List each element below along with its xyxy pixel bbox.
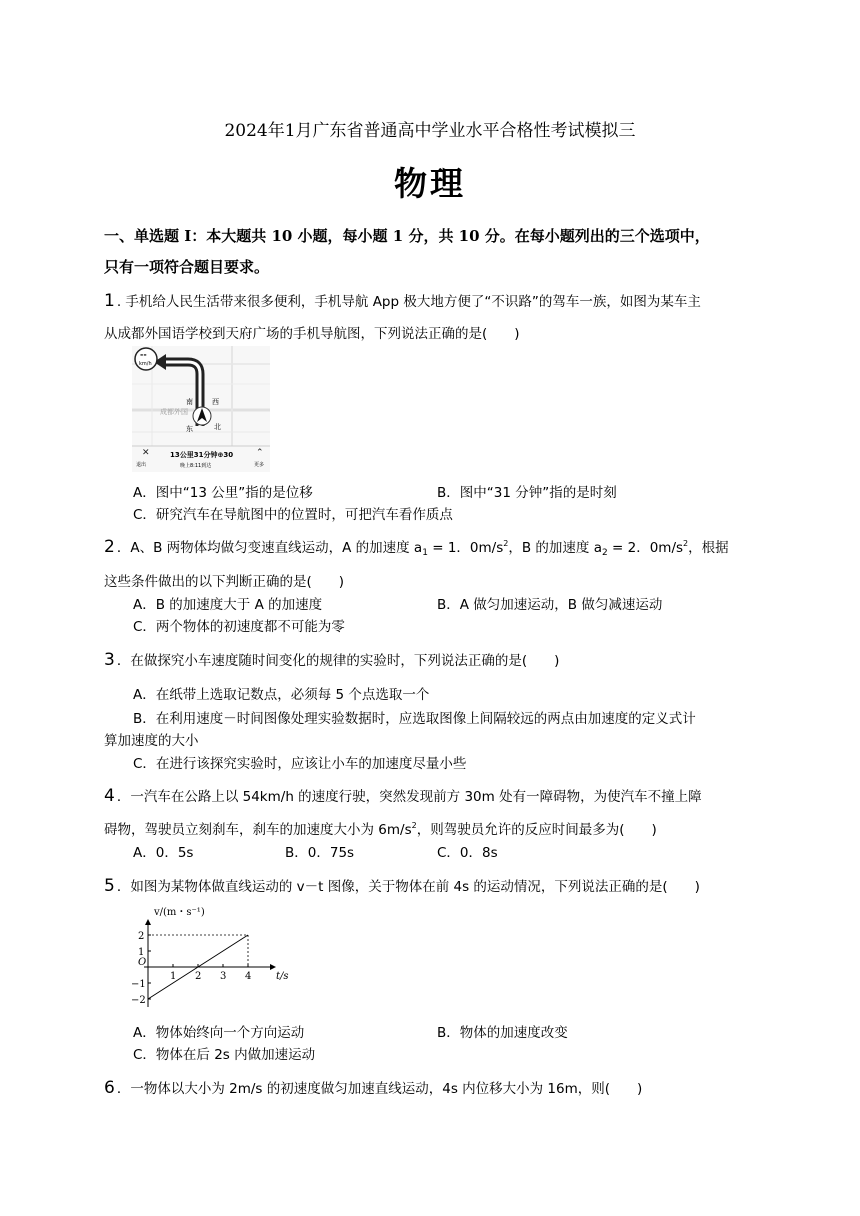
question-2-text-e: ，根据 (688, 540, 729, 556)
question-2-option-c: C．两个物体的初速度都不可能为零 (133, 619, 345, 635)
y-tick-label: 2 (138, 931, 145, 942)
compass-south-label: 南 (186, 398, 193, 406)
section-heading-line1: 一、单选题 I：本大题共 10 小题，每小题 1 分，共 10 分。在每小题列出的三个选项中， (104, 227, 710, 245)
question-1-option-c: C．研究汽车在导航图中的位置时，可把汽车看作质点 (133, 507, 453, 523)
exit-label: 退出 (136, 462, 147, 468)
question-4-option-c: C．0．8s (437, 845, 498, 861)
question-2-sup-2: 2 (683, 539, 689, 548)
y-axis-label: v/(m・s⁻¹) (154, 907, 205, 918)
question-2-sub-1: 1 (422, 548, 428, 558)
exam-title: 物理 (394, 164, 466, 203)
question-3-number: 3 (104, 650, 115, 670)
compass-north-label: 北 (214, 423, 221, 431)
route-summary: 13公里31分钟⊕30 (170, 451, 234, 459)
question-4-text-2b: ，则驾驶员允许的反应时间最多为( ) (416, 822, 657, 838)
compass-east-label: 东 (186, 425, 193, 433)
question-1-text: . 手机给人民生活带来很多便利，手机导航 App 极大地方便了“不识路”的驾车一族，如图为某车主 (116, 294, 701, 310)
x-tick-label: 1 (170, 971, 177, 982)
question-2-line2: 这些条件做出的以下判断正确的是( ) (104, 574, 345, 590)
svg-text:✕: ✕ (142, 448, 150, 458)
question-4-sup: 2 (411, 821, 417, 830)
svg-text:⌃: ⌃ (256, 448, 264, 458)
question-6-number: 6 (104, 1078, 115, 1098)
x-tick-label: 4 (245, 971, 252, 982)
question-2-sub-2: 2 (601, 548, 608, 558)
question-5-option-b: B．物体的加速度改变 (437, 1025, 568, 1041)
origin-label: O (138, 957, 147, 968)
question-2-text-d: = 2．0m/s (607, 540, 684, 556)
question-5-number: 5 (104, 876, 115, 896)
question-2-text-c: ，B 的加速度 a (508, 540, 602, 556)
question-1-option-b: B．图中“31 分钟”指的是时刻 (437, 485, 617, 501)
speed-display: -- (140, 350, 147, 359)
y-tick-label: −2 (131, 995, 146, 1006)
question-4-option-b: B．0．75s (285, 845, 355, 861)
question-3-option-b-line2: 算加速度的大小 (104, 733, 199, 749)
arrival-time: 晚上8:11到达 (180, 463, 212, 469)
y-tick-label: −1 (131, 979, 146, 990)
question-2-text-b: = 1．0m/s (427, 540, 504, 556)
question-2-line1 (104, 536, 729, 558)
question-1-line1 (104, 290, 701, 311)
road-name-label: 成都外国 (160, 408, 188, 416)
question-3-option-c: C．在进行该探究实验时，应该让小车的加速度尽量小些 (133, 756, 467, 772)
question-4-text-2a: 碍物，驾驶员立刻刹车，刹车的加速度大小为 6m/s (104, 822, 412, 838)
question-3-line1 (104, 649, 559, 670)
question-4-number: 4 (104, 786, 115, 806)
section-heading-line2: 只有一项符合题目要求。 (104, 258, 270, 276)
question-4-option-a: A．0．5s (133, 845, 194, 861)
question-4-line1 (104, 785, 702, 806)
x-tick-label: 2 (195, 971, 202, 982)
question-5-text: ．如图为某物体做直线运动的 v－t 图像，关于物体在前 4s 的运动情况，下列说法正确的是( ) (116, 879, 700, 895)
question-3-option-b-line1: B．在利用速度－时间图像处理实验数据时，应选取图像上间隔较远的两点由加速度的定义式计 (133, 711, 696, 727)
more-label: 更多 (254, 462, 265, 468)
question-1-line2: 从成都外国语学校到天府广场的手机导航图，下列说法正确的是( ) (104, 326, 520, 342)
question-2-text-a: ．A、B 两物体均做匀变速直线运动，A 的加速度 a (116, 540, 423, 556)
x-axis-label: t/s (276, 971, 289, 982)
question-1-option-a: A．图中“13 公里”指的是位移 (133, 485, 313, 501)
question-5-option-c: C．物体在后 2s 内做加速运动 (133, 1047, 316, 1063)
question-3-option-a: A．在纸带上选取记数点，必须每 5 个点选取一个 (133, 687, 430, 703)
y-axis-arrow (145, 919, 151, 925)
x-axis-arrow (270, 964, 276, 970)
question-2-sup-1: 2 (503, 539, 509, 548)
y-tick-label: 1 (138, 947, 145, 958)
question-6-text: ．一物体以大小为 2m/s 的初速度做匀加速直线运动，4s 内位移大小为 16m，则( ) (116, 1081, 643, 1097)
question-4-text: ．一汽车在公路上以 54km/h 的速度行驶，突然发现前方 30m 处有一障碍物，为使汽车不撞上障 (116, 789, 702, 805)
exam-subtitle: 2024年1月广东省普通高中学业水平合格性考试模拟三 (224, 121, 636, 141)
x-tick-label: 3 (220, 971, 227, 982)
velocity-time-graph (126, 903, 296, 1013)
compass-west-label: 西 (212, 398, 219, 406)
question-1-number: 1 (104, 291, 115, 311)
question-3-text: ．在做探究小车速度随时间变化的规律的实验时，下列说法正确的是( ) (116, 653, 560, 669)
question-6-line1 (104, 1077, 642, 1098)
question-5-option-a: A．物体始终向一个方向运动 (133, 1025, 305, 1041)
speed-unit: km/h (139, 361, 152, 367)
question-2-number: 2 (104, 537, 115, 557)
navigation-map-image (132, 346, 270, 472)
question-4-line2 (104, 818, 657, 838)
question-2-option-a: A．B 的加速度大于 A 的加速度 (133, 597, 323, 613)
question-5-line1 (104, 875, 700, 896)
question-2-option-b: B．A 做匀加速运动，B 做匀减速运动 (437, 597, 663, 613)
